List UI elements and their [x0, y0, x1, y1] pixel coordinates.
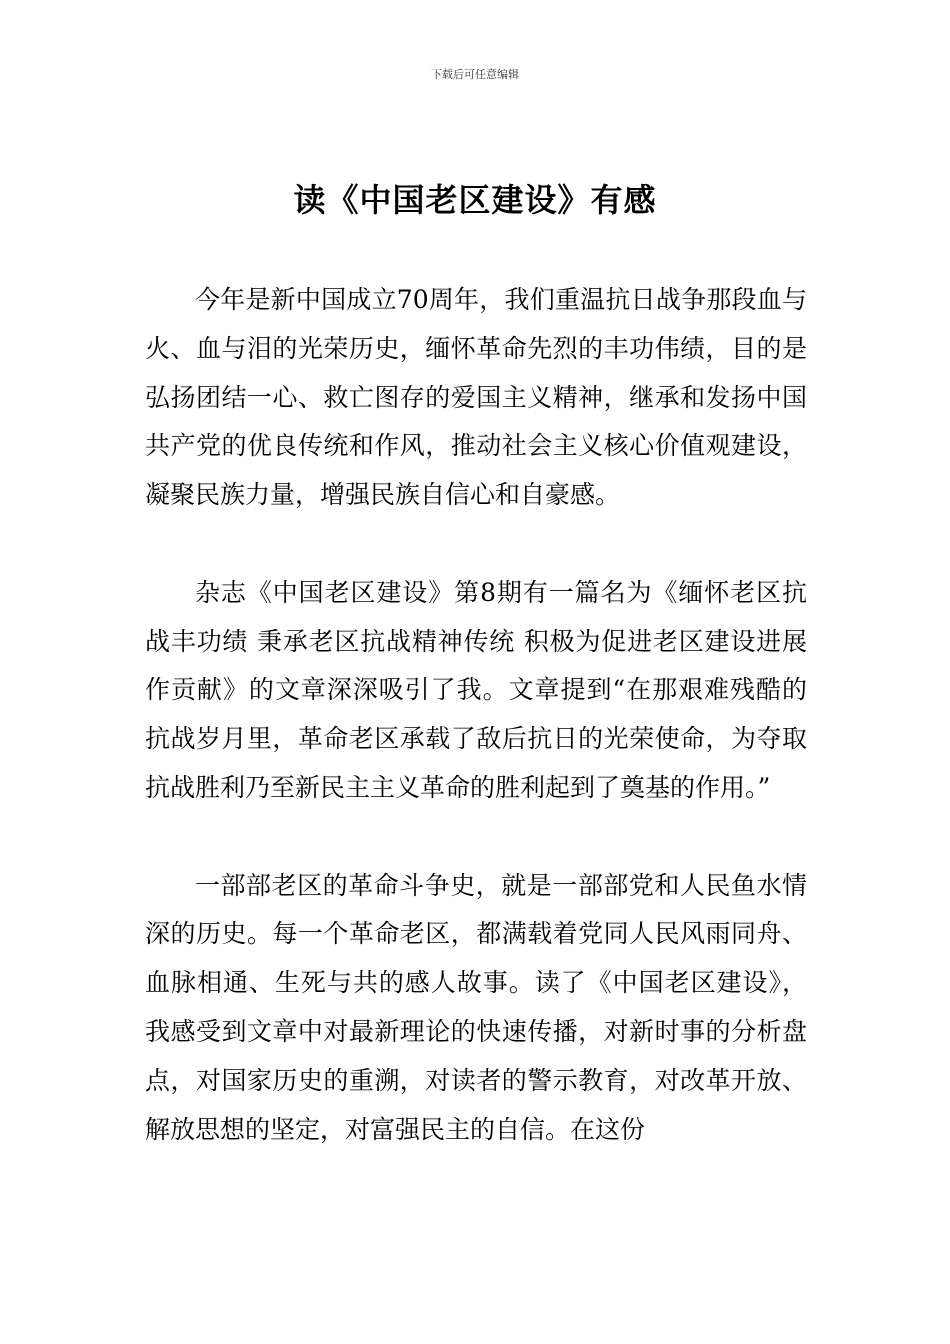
paragraph-3: 一部部老区的革命斗争史，就是一部部党和人民鱼水情深的历史。每一个革命老区，都满载着党同人民风雨同舟、血脉相通、生死与共的感人故事。读了《中国老区建设》，我感受到文章中对最新理论的快速传播，对新时事的分析盘点，对国家历史的重溯，对读者的警示教育，对改革开放、解放思想的坚定，对富强民主的自信。在这份: [145, 870, 807, 1144]
header-note: 下载后可任意编辑: [431, 68, 519, 81]
paragraph-2: 杂志《中国老区建设》第8期有一篇名为《缅怀老区抗战丰功绩 秉承老区抗战精神传统 积极为促进老区建设进展作贡献》的文章深深吸引了我。文章提到“在那艰难残酷的抗战岁月里，革命老区承载了敌后抗日的光荣使命，为夺取抗战胜利乃至新民主主义革命的胜利起到了奠基的作用。”: [145, 577, 807, 802]
page-title: 读《中国老区建设》有感: [293, 181, 657, 219]
paragraph-1: 今年是新中国成立70周年，我们重温抗日战争那段血与火、血与泪的光荣历史，缅怀革命先烈的丰功伟绩，目的是弘扬团结一心、救亡图存的爱国主义精神，继承和发扬中国共产党的优良传统和作风，推动社会主义核心价值观建设，凝聚民族力量，增强民族自信心和自豪感。: [145, 285, 807, 510]
document-body: [145, 276, 807, 1154]
